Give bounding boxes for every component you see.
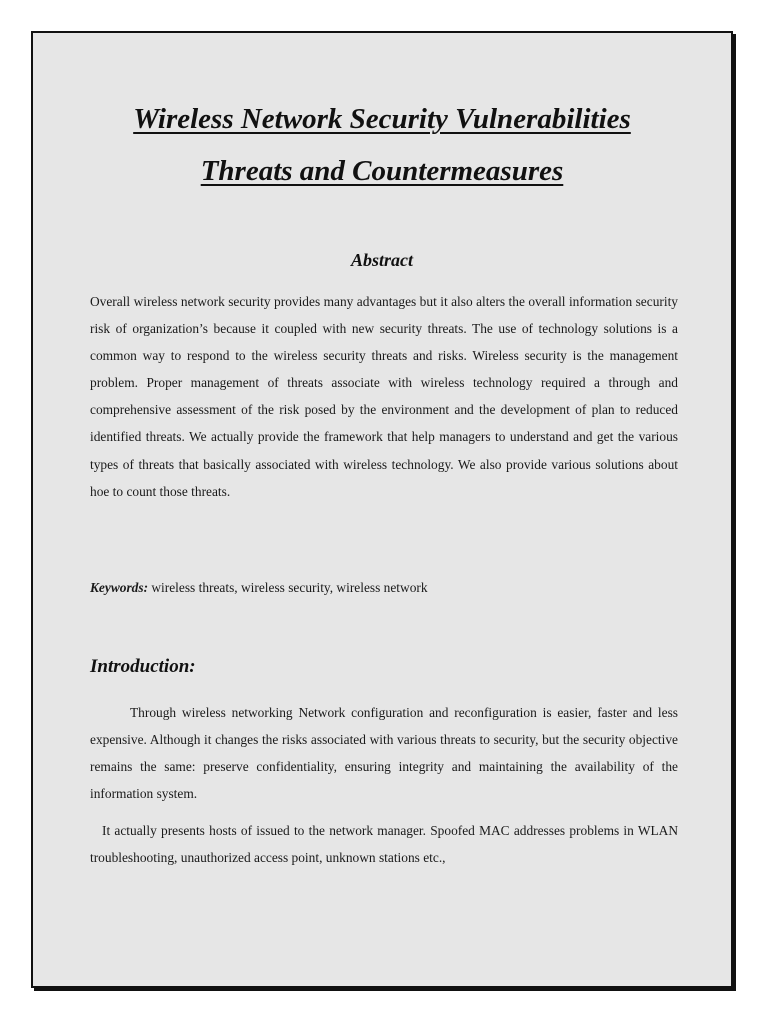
introduction-paragraph-2: It actually presents hosts of issued to the network manager. Spoofed MAC addresses problems in WLAN troubleshooting, unauthorized access point, unknown stations etc., (90, 823, 678, 866)
title-line-1: Wireless Network Security Vulnerabilities (133, 103, 631, 135)
introduction-paragraph-1: Through wireless networking Network configuration and reconfiguration is easier, faster and less expensive. Although it changes the risks associated with various threats to security, but the security objective remains the same: preserve confidentiality, ensuring integrity and maintaining the availability of the information system. (90, 705, 678, 802)
keywords-label: Keywords: (90, 580, 149, 595)
document-page (31, 31, 733, 988)
keywords-line (90, 578, 678, 598)
document-title (33, 93, 731, 197)
introduction-heading: Introduction: (90, 656, 196, 677)
keywords-text: wireless threats, wireless security, wireless network (148, 580, 428, 595)
abstract-body: Overall wireless network security provides many advantages but it also alters the overall information security risk of organization’s because it coupled with new security threats. The use of technology solutions is a common way to respond to the wireless security threats and risks. Wireless security is the management problem. Proper management of threats associate with wireless technology required a through and comprehensive assessment of the risk posed by the environment and the development of plan to reduced identified threats. We actually provide the framework that help managers to understand and get the various types of threats that basically associated with wireless technology. We also provide various solutions about hoe to count those threats. (90, 294, 678, 499)
title-line-2: Threats and Countermeasures (200, 155, 564, 187)
abstract-heading: Abstract (350, 250, 413, 270)
